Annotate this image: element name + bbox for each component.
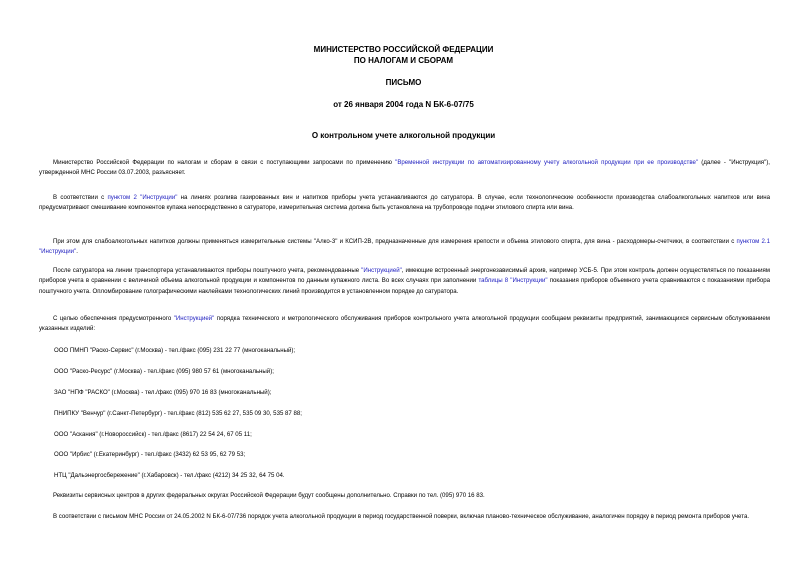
ministry-name-line1: МИНИСТЕРСТВО РОССИЙСКОЙ ФЕДЕРАЦИИ [313,45,494,54]
service-center-raskoservice: ООО ПМНП "Раско-Сервис" (г.Москва) - тел./факс (095) 231 22 77 (многоканальный); [54,347,296,354]
link-temporary-instruction[interactable]: "Временной инструкции по автоматизированному учету алкогольной продукции при ее производстве" [395,159,699,166]
paragraph-1 [39,158,770,179]
paragraph-1-text-b: (далее - "Инструкция"), утвержденной МНС России 03.07.2003, разъясняет. [39,159,770,177]
service-center-venchur: ПНИПКУ "Венчур" (г.Санкт-Петербург) - тел./факс (812) 535 62 27, 535 09 30, 535 87 88; [54,410,302,417]
paragraph-5-text-b: порядка технического и метрологического обслуживания приборов контрольного учета алкогольной продукции сообщаем реквизиты предприятий, занимающихся сервисным обслуживанием указанных изделий: [39,315,770,333]
service-center-irbis: ООО "Ирбис" (г.Екатеринбург) - тел./факс (3432) 62 53 95, 62 79 53; [54,451,246,458]
document-subject: О контрольном учете алкогольной продукции [311,131,496,140]
paragraph-7: В соответствии с письмом МНС России от 24.05.2002 N БК-6-07/736 порядок учета алкогольной продукции в период государственной поверки, включая планово-техническое обслуживание, аналогичен порядку в период ремонта приборов учета. [53,513,750,520]
paragraph-5-text-a: С целью обеспечения предусмотренного [53,315,174,322]
link-instruction-point-2-1[interactable]: пунктом 2.1 "Инструкции" [39,238,770,256]
service-center-dalenergosberezhenie: НТЦ "Дальэнергосбережение" (г.Хабаровск) - тел./факс (4212) 34 25 32, 64 75 04. [54,472,285,479]
ministry-name-line2: ПО НАЛОГАМ И СБОРАМ [353,56,454,65]
paragraph-3 [39,237,770,258]
paragraph-4-text-b: , имеющие встроенный энергонезависимый архив, например УСБ-5. При этом контроль должен осуществляться по показаниям приборов учета в сравнении с величиной объема алкогольной продукции и компонентов по данным купажного листа. Во всех случаях при заполнении [39,267,770,285]
paragraph-2-text-b: на линиях розлива газированных вин и напитков приборы учета устанавливаются до сатуратора. В случае, если технологические особенности производства слабоалкогольных напитков или вина предусматривают смешивание компонентов купажа непосредственно в сатураторе, измерительная система должна быть установлена на трубопроводе подачи этилового спирта или вина. [39,194,771,212]
paragraph-4-text-c: показания приборов объемного учета сравниваются с показаниями прибора поштучного учета. Опломбирование голографическими наклейками технологических линий производится в установленном порядке до сатуратора. [39,277,770,295]
paragraph-1-text-a: Министерство Российской Федерации по налогам и сборам в связи с поступающими запросами по применению [53,159,396,166]
paragraph-3-text-b: . [76,248,78,256]
paragraph-2-text-a: В соответствии с [53,194,108,201]
link-instruction-service[interactable]: "Инструкцией" [173,315,215,322]
paragraph-2 [39,193,770,214]
paragraph-3-text-a: При этом для слабоалкогольных напитков должны применяться измерительные системы "Алко-3" и КСИП-2В, предназначенные для измерения крепости и объема этилового спирта, для вина - расходомеры-счетчики, в соответствии с [53,238,737,245]
paragraph-5 [39,314,770,335]
link-instruction[interactable]: "Инструкцией" [361,267,402,274]
service-center-askaniya: ООО "Аскания" (г.Новороссийск) - тел./факс (8617) 22 54 24, 67 05 11; [54,431,252,438]
service-center-raskoresurs: ООО "Раско-Ресурс" (г.Москва) - тел./факс (095) 980 57 61 (многоканальный); [54,368,274,375]
paragraph-4 [39,266,770,297]
document-date-number: от 26 января 2004 года N БК-6-07/75 [333,100,474,109]
paragraph-6: Реквизиты сервисных центров в других федеральных округах Российской Федерации будут сообщены дополнительно. Справки по тел. (095) 970 16 83. [53,492,485,499]
document-type: ПИСЬМО [385,78,422,87]
link-instruction-point-2[interactable]: пунктом 2 "Инструкции" [107,194,178,201]
service-center-npf-rasko: ЗАО "НПФ "РАСКО" (г.Москва) - тел./факс (095) 970 16 83 (многоканальный); [54,389,272,396]
link-instruction-table-8[interactable]: таблицы 8 "Инструкции" [478,277,548,285]
paragraph-4-text-a: После сатуратора на линии транспортера устанавливаются приборы поштучного учета, рекомендованные [53,267,362,274]
